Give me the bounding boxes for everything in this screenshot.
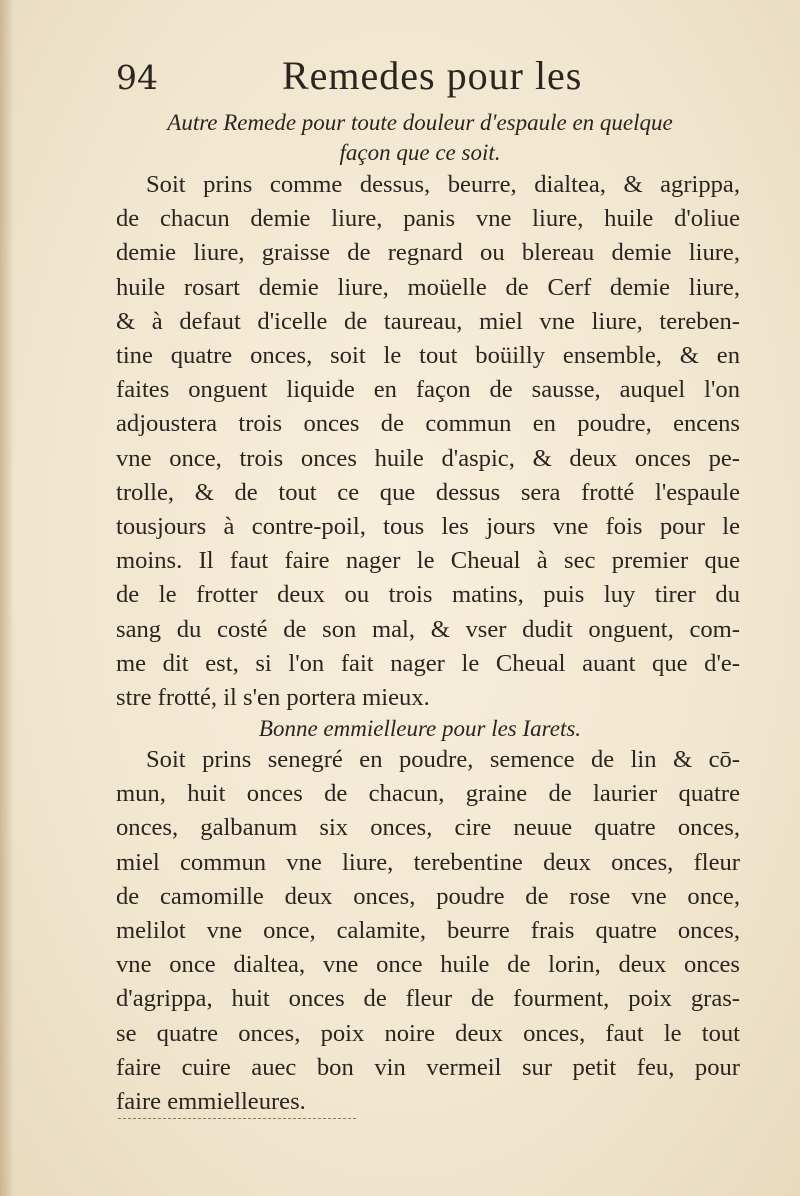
text-line: de camomille deux onces, poudre de rose vne once, — [116, 882, 740, 910]
text-line: se quatre onces, poix noire deux onces, faut le tout — [116, 1019, 740, 1047]
text-line: sang du costé de son mal, & vser dudit onguent, com- — [116, 615, 740, 643]
page-gutter-shadow — [0, 0, 14, 1196]
text-line: de chacun demie liure, panis vne liure, huile d'oliue — [116, 205, 740, 233]
paragraph-shoulder-remedy — [116, 168, 740, 715]
text-line: Soit prins comme dessus, beurre, dialtea, & agrippa, — [146, 171, 740, 198]
text-line: adjoustera trois onces de commun en poudre, encens — [116, 410, 740, 438]
section-heading-shoulder-remedy — [100, 108, 740, 168]
text-line: vne once, trois onces huile d'aspic, & deux onces pe- — [116, 444, 740, 472]
text-line: Soit prins senegré en poudre, semence de lin & cō- — [146, 746, 740, 773]
text-line: moins. Il faut faire nager le Cheual à sec premier que — [116, 547, 740, 575]
text-line: melilot vne once, calamite, beurre frais quatre onces, — [116, 917, 740, 945]
page-number: 94 — [116, 58, 158, 97]
text-line: & à defaut d'icelle de taureau, miel vne liure, tereben- — [116, 307, 740, 335]
running-title: Remedes pour les — [282, 53, 583, 98]
heading-line: façon que ce soit. — [339, 140, 501, 165]
text-line: tine quatre onces, soit le tout boüilly ensemble, & en — [116, 342, 740, 370]
text-line: onces, galbanum six onces, cire neuue quatre onces, — [116, 814, 740, 842]
text-line: mun, huit onces de chacun, graine de laurier quatre — [116, 780, 740, 808]
text-line: faites onguent liquide en façon de sausse, auquel l'on — [116, 376, 740, 404]
end-rule — [118, 1118, 356, 1119]
text-line: de le frotter deux ou trois matins, puis luy tirer du — [116, 581, 740, 609]
heading-line: Bonne emmielleure pour les Iarets. — [258, 716, 582, 741]
text-line: faire cuire auec bon vin vermeil sur petit feu, pour — [116, 1053, 740, 1081]
text-line: tousjours à contre-poil, tous les jours vne fois pour le — [116, 513, 740, 541]
text-line: stre frotté, il s'en portera mieux. — [116, 684, 430, 712]
text-line: faire emmielleures. — [116, 1088, 306, 1116]
text-line: vne once dialtea, vne once huile de lorin, deux onces — [116, 951, 740, 979]
text-line: miel commun vne liure, terebentine deux onces, fleur — [116, 848, 740, 876]
heading-line: Autre Remede pour toute douleur d'espaule en quelque — [167, 110, 673, 135]
paragraph-hock-poultice — [116, 743, 740, 1119]
text-line: d'agrippa, huit onces de fleur de fourment, poix gras- — [116, 985, 740, 1013]
text-line: huile rosart demie liure, moüelle de Cerf demie liure, — [116, 273, 740, 301]
section-heading-hock-poultice — [100, 714, 740, 744]
page-header — [112, 52, 672, 108]
text-line: trolle, & de tout ce que dessus sera frotté l'espaule — [116, 478, 740, 506]
text-line: me dit est, si l'on fait nager le Cheual auant que d'e- — [116, 649, 740, 677]
text-line: demie liure, graisse de regnard ou blereau demie liure, — [116, 239, 740, 267]
